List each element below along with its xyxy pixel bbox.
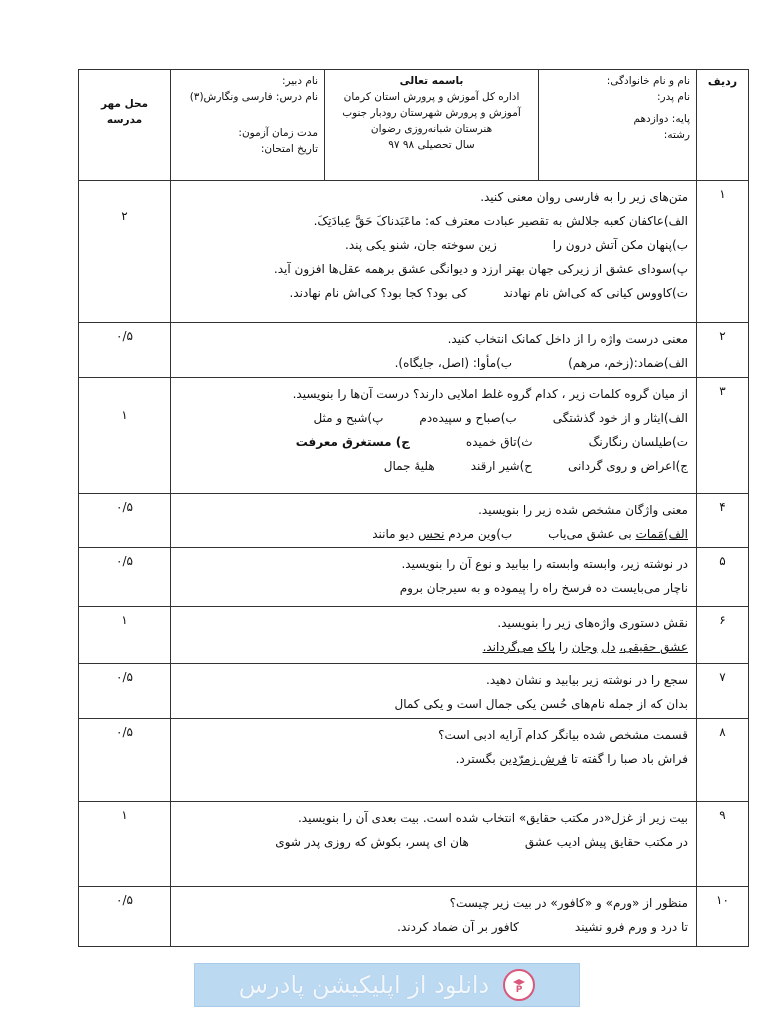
question-score: ۰/۵ [79, 323, 171, 378]
question-line [179, 830, 688, 854]
question-row [79, 719, 749, 802]
seal-label-2: مدرسه [106, 114, 143, 126]
question-line: پ)سودای عشق از زیرکی جهان بهتر ارزد و دیوانگی عشق برهمه عقل‌ها افزون آید. [273, 262, 688, 276]
plain-text: بی عشق می‌یاب [548, 527, 632, 541]
question-line [179, 747, 688, 771]
marked-word: وجان [571, 640, 598, 654]
question-title: از میان گروه کلمات زیر ، کدام گروه غلط املایی دارند؟ درست آن‌ها را بنویسید. [292, 387, 688, 401]
academic-year: سال تحصیلی ۹۸ ۹۷ [388, 139, 475, 151]
question-number: ۶ [697, 607, 749, 664]
question-number: ۱ [697, 181, 749, 323]
question-body [171, 323, 697, 378]
marked-word: دل [601, 640, 616, 654]
question-score: ۱ [79, 378, 171, 494]
plain-text: فراش باد صبا را گفته تا [570, 752, 688, 766]
verse-half: تا درد و ورم فرو نشیند [574, 920, 688, 934]
verse-half: ب)پنهان مکن آتش درون را [552, 238, 688, 252]
logo-letter: P [515, 985, 523, 994]
question-score: ۱ [79, 802, 171, 887]
question-body [171, 181, 697, 323]
heading: باسمه تعالی [399, 75, 464, 87]
father-name-field: نام پدر: [656, 91, 690, 103]
question-number: ۵ [697, 548, 749, 607]
question-line [179, 351, 688, 375]
verse-half: ت)کاووس کیانی که کی‌اش نام نهادند [503, 286, 688, 300]
question-number: ۹ [697, 802, 749, 887]
question-row [79, 378, 749, 494]
plain-text: دیو مانند [372, 527, 415, 541]
marked-word: نحس [418, 527, 445, 541]
org-line: آموزش و پرورش شهرستان رودبار جنوب [342, 107, 521, 119]
seal-label: محل مهر [100, 98, 149, 110]
header-row [79, 70, 749, 181]
option: ح)شیر ارقند [470, 459, 533, 473]
question-title: در نوشته زیر، وابسته وابسته را بیابید و نوع آن را بنویسید. [401, 557, 688, 571]
question-row [79, 494, 749, 548]
plain-text: بگسترد. [455, 752, 496, 766]
question-score: ۲ [79, 181, 171, 323]
verse-half: کافور بر آن ضماد کردند. [397, 920, 519, 934]
question-score: ۰/۵ [79, 887, 171, 947]
question-line [179, 281, 688, 305]
marked-word: الف)مَمات [635, 527, 688, 541]
question-body [171, 887, 697, 947]
option: الف)ضماد:(زخم، مرهم) [568, 356, 688, 370]
question-line [179, 406, 688, 430]
verse-half: زین سوخته جان، شنو یکی پند. [345, 238, 497, 252]
question-score: ۰/۵ [79, 719, 171, 802]
question-row [79, 181, 749, 323]
question-title: معنی واژگان مشخص شده زیر را بنویسید. [478, 503, 688, 517]
question-title: سجع را در نوشته زیر بیابید و نشان دهید. [486, 673, 688, 687]
marked-word: فرش زمرّدین [499, 752, 567, 766]
question-number: ۸ [697, 719, 749, 802]
question-score: ۰/۵ [79, 548, 171, 607]
question-number: ۲ [697, 323, 749, 378]
plain-text: ب)وین مردم [448, 527, 513, 541]
question-row [79, 664, 749, 719]
seal-cell [79, 70, 171, 181]
question-body [171, 719, 697, 802]
banner-text: دانلود از اپلیکیشن پادرس [238, 971, 490, 999]
question-body [171, 378, 697, 494]
option: پ)شبح و مثل [313, 411, 384, 425]
verse-half: هان ای پسر، بکوش که روزی پدر شوی [275, 835, 469, 849]
option: ج) مستغرق معرفت [295, 435, 410, 449]
organization-cell [325, 70, 539, 181]
question-line [179, 522, 688, 546]
question-number: ۱۰ [697, 887, 749, 947]
student-info-cell [539, 70, 697, 181]
duration-field: مدت زمان آزمون: [238, 127, 318, 139]
question-title: قسمت مشخص شده بیانگر کدام آرایه ادبی است؟ [438, 728, 688, 742]
marked-word: عشق حقیقی، [619, 640, 688, 654]
download-banner[interactable] [194, 963, 580, 1007]
question-row [79, 802, 749, 887]
question-row [79, 323, 749, 378]
question-number: ۳ [697, 378, 749, 494]
option: ب)صباح و سپیده‌دم [419, 411, 517, 425]
org-line: اداره کل آموزش و پرورش استان کرمان [343, 91, 520, 103]
question-body [171, 548, 697, 607]
option: الف)ایثار و از خود گذشتگی [552, 411, 688, 425]
padars-logo-icon [503, 969, 535, 1001]
major-field: رشته: [663, 129, 690, 141]
question-number: ۷ [697, 664, 749, 719]
question-title: منظور از «ورم» و «کافور» در بیت زیر چیست؟ [449, 896, 688, 910]
teacher-field: نام دبیر: [281, 75, 318, 87]
question-line [179, 454, 688, 478]
question-line: بدان که از جمله نام‌های حُسن یکی جمال است و یکی کمال [394, 697, 688, 711]
question-line [179, 430, 688, 454]
logo-glyph-icon [510, 976, 528, 994]
question-line [179, 233, 688, 257]
question-row [79, 607, 749, 664]
row-label: ردیف [707, 75, 738, 88]
question-row [79, 887, 749, 947]
exam-sheet [78, 69, 748, 954]
option: هلیهٔ جمال [383, 459, 435, 473]
question-body [171, 664, 697, 719]
question-title: نقش دستوری واژه‌های زیر را بنویسید. [497, 616, 688, 630]
question-score: ۰/۵ [79, 494, 171, 548]
question-title: بیت زیر از غزل«در مکتب حقایق» انتخاب شده است. بیت بعدی آن را بنویسید. [297, 811, 688, 825]
option: ب)مأوا: (اصل، جایگاه). [394, 356, 513, 370]
option: ث)تاق خمیده [465, 435, 533, 449]
question-line: ناچار می‌بایست ده فرسخ راه را پیموده و به سیرجان بروم [399, 581, 688, 595]
question-number: ۴ [697, 494, 749, 548]
verse-half: در مکتب حقایق پیش ادیب عشق [524, 835, 688, 849]
question-body [171, 802, 697, 887]
exam-table [78, 69, 749, 947]
option: ت)طیلسان رنگارنگ [588, 435, 688, 449]
row-label-cell [697, 70, 749, 181]
marked-word: می‌گرداند. [482, 640, 534, 654]
question-row [79, 548, 749, 607]
question-line [179, 635, 688, 659]
question-body [171, 607, 697, 664]
student-name-field: نام و نام خانوادگی: [606, 75, 690, 87]
question-line: الف)عاکفان کعبه جلالش به تقصیر عبادت معترف که: ماعَبَدناکَ حَقَّ عِبادَتِکَ. [313, 214, 688, 228]
org-line: هنرستان شبانه‌روزی رضوان [370, 123, 493, 135]
marked-word: پاک [537, 640, 556, 654]
question-score: ۱ [79, 607, 171, 664]
course-field: نام درس: فارسی ونگارش(۳) [189, 91, 318, 103]
option: ج)اعراض و روی گردانی [568, 459, 688, 473]
plain-text: را [558, 640, 569, 654]
question-line [179, 915, 688, 939]
grade-field: پایه: دوازدهم [633, 113, 690, 125]
question-body [171, 494, 697, 548]
question-title: متن‌های زیر را به فارسی روان معنی کنید. [480, 190, 688, 204]
question-title: معنی درست واژه را از داخل کمانک انتخاب کنید. [447, 332, 688, 346]
verse-half: کی بود؟ کجا بود؟ کی‌اش نام نهادند. [289, 286, 468, 300]
exam-info-cell [171, 70, 325, 181]
exam-date-field: تاریخ امتحان: [260, 143, 318, 155]
question-score: ۰/۵ [79, 664, 171, 719]
